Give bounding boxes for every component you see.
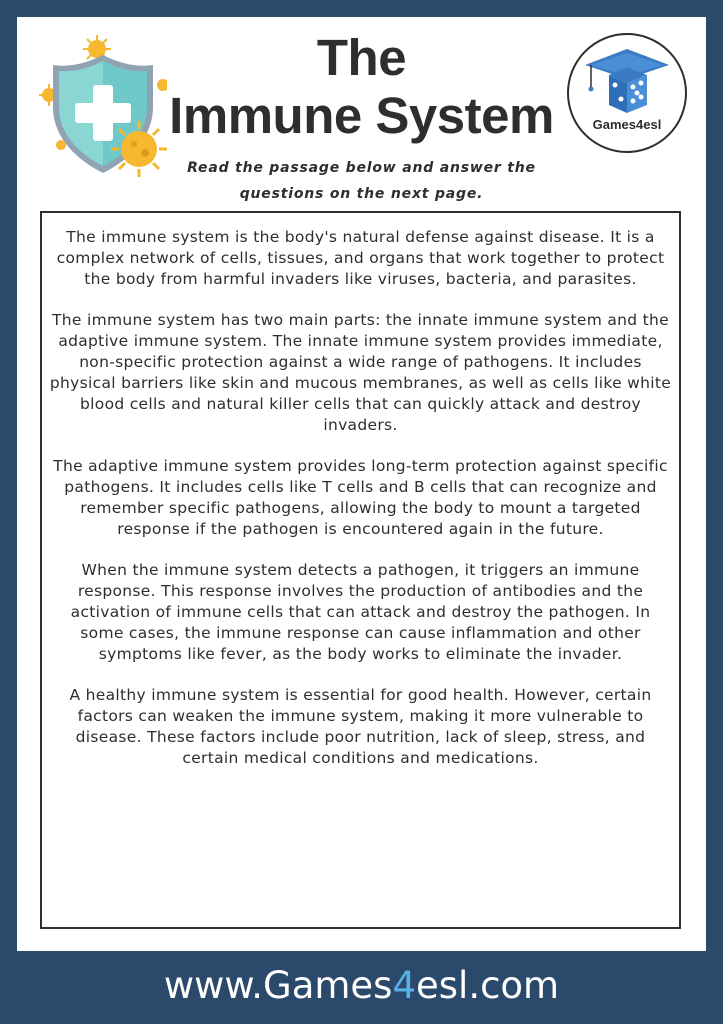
logo-text: Games4esl bbox=[592, 117, 662, 132]
graduation-cap-dice-icon bbox=[583, 47, 671, 117]
passage-paragraph: A healthy immune system is essential for good health. However, certain factors can weaken the immune system, making it more vulnerable to disease. These factors include poor nutrition, lack of sleep, stress, and certain medical conditions and medications. bbox=[69, 686, 652, 767]
url-four: 4 bbox=[392, 964, 416, 1007]
instructions bbox=[17, 155, 706, 207]
passage-paragraph: The immune system is the body's natural defense against disease. It is a complex network of cells, tissues, and organs that work together to protect the body from harmful invaders like viruses, bacteria, and parasites. bbox=[56, 228, 665, 288]
passage-paragraph: When the immune system detects a pathogen, it triggers an immune response. This response involves the production of antibodies and the activation of immune cells that can attack and destroy the pathogen. In some cases, the immune response can cause inflammation and other symptoms like fever, as the body works to eliminate the invader. bbox=[70, 561, 651, 663]
passage-paragraph: The adaptive immune system provides long-term protection against specific pathogens. It includes cells like T cells and B cells that can recognize and remember specific pathogens, allowing the body to mount a targeted response if the pathogen is encountered again in the future. bbox=[53, 457, 668, 538]
url-suffix: esl.com bbox=[416, 964, 560, 1007]
reading-passage bbox=[40, 211, 681, 929]
passage-paragraph: The immune system has two main parts: the innate immune system and the adaptive immune system. The innate immune system provides immediate, non-specific protection against a wide range of pathogens. It includes physical barriers like skin and mucous membranes, as well as cells like white blood cells and natural killer cells that can quickly attack and destroy invaders. bbox=[49, 311, 672, 434]
title-line-2: Immune System bbox=[169, 87, 554, 144]
instructions-line-1: Read the passage below and answer the bbox=[187, 160, 536, 176]
title-line-1: The bbox=[316, 29, 407, 86]
worksheet-page bbox=[17, 17, 706, 951]
instructions-line-2: questions on the next page. bbox=[239, 186, 484, 202]
url-prefix: www.Games bbox=[163, 964, 393, 1007]
games4esl-logo bbox=[567, 33, 687, 153]
website-url[interactable] bbox=[0, 962, 723, 1010]
